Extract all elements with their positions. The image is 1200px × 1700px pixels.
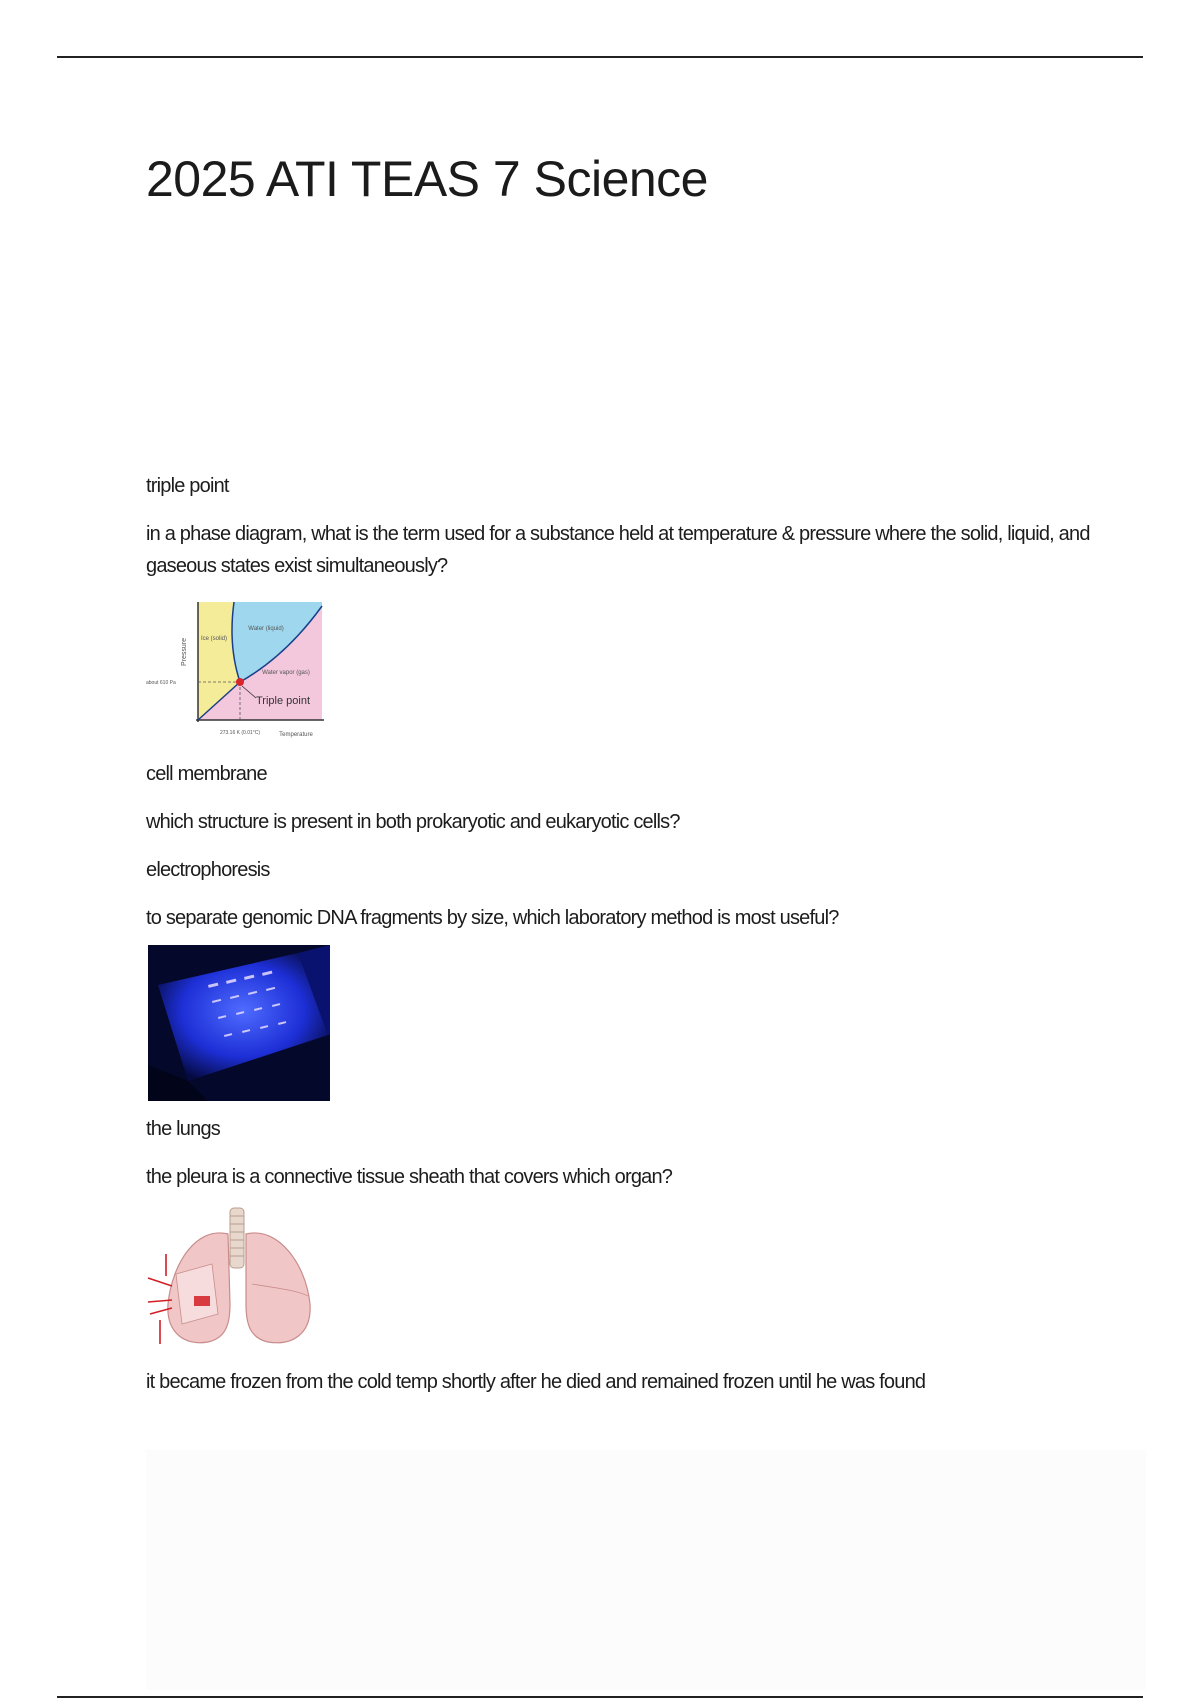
pressure-mark-label: about 610 Pa <box>146 680 176 686</box>
card-term: electrophoresis <box>146 859 270 881</box>
region-solid-label: Ice (solid) <box>200 636 228 642</box>
page-background-area <box>146 1450 1146 1690</box>
card-definition: in a phase diagram, what is the term used for a substance held at temperature & pressure where the solid, liquid, and gaseous states exist simultaneously? <box>146 523 1090 577</box>
footer-rule <box>57 1696 1143 1698</box>
x-axis-label: Temperature <box>279 732 313 738</box>
page-title: 2025 ATI TEAS 7 Science <box>146 151 708 207</box>
card-definition: it became frozen from the cold temp shortly after he died and remained frozen until he was found <box>146 1371 926 1393</box>
card-term: triple point <box>146 475 229 497</box>
temp-mark-label: 273.16 K (0.01°C) <box>219 730 261 736</box>
triple-point-label: Triple point <box>256 695 311 707</box>
card-term: cell membrane <box>146 763 267 785</box>
phase-diagram-image <box>146 596 331 746</box>
y-axis-label: Pressure <box>181 637 188 667</box>
flashcard-list <box>146 470 1096 1414</box>
region-liquid-label: Water (liquid) <box>248 626 284 632</box>
card-definition: the pleura is a connective tissue sheath that covers which organ? <box>146 1166 673 1188</box>
lungs-image <box>146 1204 326 1354</box>
header-rule <box>57 56 1143 58</box>
card-term: the lungs <box>146 1118 220 1140</box>
gel-electrophoresis-image <box>148 945 330 1101</box>
card-definition: which structure is present in both prokaryotic and eukaryotic cells? <box>146 811 680 833</box>
region-gas-label: Water vapor (gas) <box>262 670 310 676</box>
card-definition: to separate genomic DNA fragments by size, which laboratory method is most useful? <box>146 907 839 929</box>
